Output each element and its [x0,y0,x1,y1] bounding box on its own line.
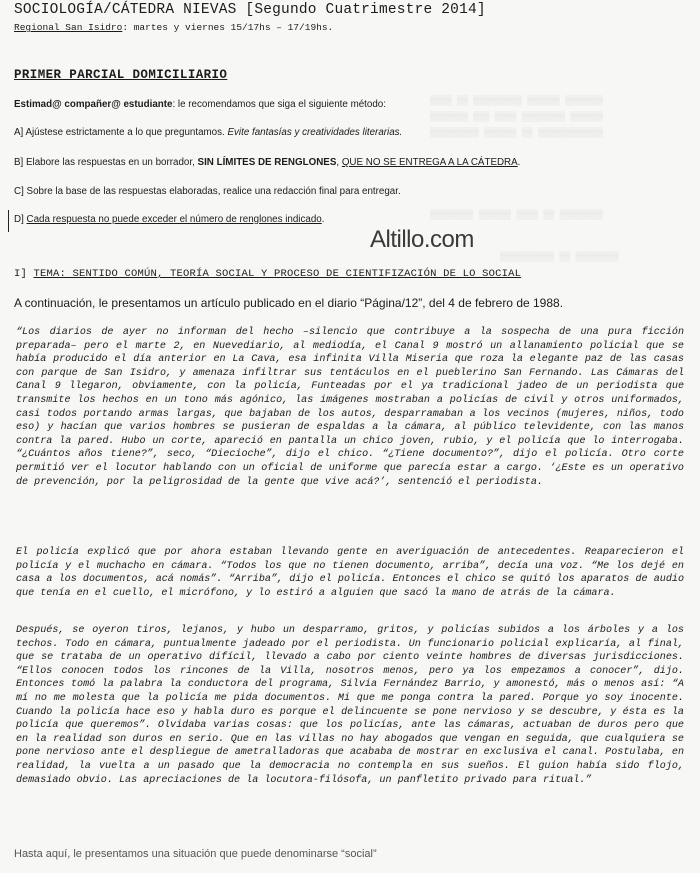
instruction-sep: , [336,157,342,168]
instruction-b [14,157,520,168]
bleed-through-decoration: ▒▒▒▒ ▒▒ ▒▒▒▒▒▒▒▒▒ ▒▒▒▒▒▒ ▒▒▒▒▒▒▒ [430,96,603,106]
instruction-c [14,186,401,197]
intro-text: : le recomendamos que siga el siguiente método: [172,99,386,110]
article-paragraph-3: Después, se oyeron tiros, lejanos, y hubo un desparramo, gritos, y policías subidos a los árboles y a los techos. Todo en cámara, puntualmente jadeado por el periodista. Un funcionario policial explicaría, al final, que se trataba de un operativo difícil, llevado a cabo por ciento veinte hombres de diversas jurisdicciones. “Ellos conocen todos los rincones de la Villa, nosotros menos, pero ya los empezamos a conocer”, dijo. Entonces tomó la palabra la conductora del programa, Silvia Fernández Barrio, y amonestó, más o menos así: “A mí no me molesta que la policía me pida documentos. Mi que me ponga contra la pared. Porque yo soy inocente. Cuando la policía hace eso y habla duro es porque el delincuente se pone nervioso y se descubre, y ésta es la policía que queremos”. Olvidaba varias cosas: que los policías, ante las cámaras, actuaban de duros pero que en la realidad son duros en serio. Que en las villas no hay abogados que vengan en seguida, que cualquiera se pone nervioso ante el despliegue de ametralladoras que acababa de mostrar en exclusiva el canal. Postulaba, en realidad, la vuelta a un pasado que la democracia no contempla en sus sueños. El guion había sido flojo, demasiado obvio. Las apreciaciones de la locutora-filósofa, un panfletito privado para ritual.” [16,625,684,786]
instruction-letter: D] [14,214,27,225]
instruction-underline: Cada respuesta no puede exceder el número de renglones indicado [26,214,322,225]
instruction-a [14,127,402,138]
instruction-d [14,214,324,225]
instruction-underline: QUE NO SE ENTREGA A LA CÁTEDRA [341,157,518,168]
bleed-through-decoration: ▒▒▒▒▒▒▒▒▒ ▒▒▒▒▒▒ ▒▒ ▒▒▒▒▒▒▒▒▒▒▒▒ [430,128,603,138]
section-number: I] [14,268,34,280]
margin-mark [8,210,12,232]
section-title: TEMA: SENTIDO COMÚN, TEORÍA SOCIAL Y PROCESO DE CIENTIFIZACIÓN DE LO SOCIAL [33,268,522,280]
instruction-letter: A] [14,127,26,138]
instruction-end: . [517,157,521,168]
course-title: SOCIOLOGÍA/CÁTEDRA NIEVAS [Segundo Cuatrimestre 2014] [14,2,486,18]
bleed-through-decoration: ▒▒▒▒▒▒▒▒▒▒ ▒▒ ▒▒▒▒▒▒▒▒ [500,252,619,262]
exam-title: PRIMER PARCIAL DOMICILIARIO [14,68,228,82]
article-intro: A continuación, le presentamos un artículo publicado en el diario “Página/12”, del 4 de febrero de 1988. [14,296,564,310]
instruction-emphasis: Evite fantasías y creatividades literarias. [227,127,403,138]
instruction-end: . [321,214,325,225]
intro-line [14,99,386,110]
instruction-text: Ajústese estrictamente a lo que preguntamos. [25,127,228,138]
section-heading [14,268,521,280]
instruction-text: Sobre la base de las respuestas elaboradas, realice una redacción final para entregar. [26,186,401,197]
instruction-letter: C] [14,186,27,197]
regional-label: Regional San Isidro [14,22,123,33]
instruction-text: Elabore las respuestas en un borrador, [25,157,198,168]
bleed-through-decoration: ▒▒▒▒▒▒▒▒ ▒▒▒▒▒▒ ▒▒▒▒ ▒▒ ▒▒▒▒▒▒▒▒ [430,210,603,220]
article-paragraph-1: “Los diarios de ayer no informan del hecho –silencio que contribuye a la sospecha de una pura ficción preparada– pero el marte 2, en Nuevediario, al mediodía, el Canal 9 mostró un allanamiento policial que se había producido el día anterior en La Cava, esa infinita Villa Miseria que roza la elegante paz de las casas con parque de San Isidro, y amenaza infiltrar sus tentáculos en el pueblerino San Fernando. Las Cámaras del Canal 9 llegaron, obviamente, con la policía, Funteadas por el ya tradicional jadeo de un periodista que transmite los hechos en un tono más agónico, las imágenes mostraban a policías de civil y otros uniformados, casi todos portando armas largas, que bajaban de los autos, desparramaban a los vecinos (mujeres, niños, todo eso) y hacían que varios hombres se pusieran de espaldas a la cámara, al público televidente, con las manos contra la pared. Hubo un corte, apareció en pantalla un chico joven, rubio, y el policía que lo interrogaba. “¿Cuántos años tiene?”, seco, “Diecioche”, dijo el chico. “¿Tiene documento?”, dijo el policía. Otro corte permitió ver el locutor hablando con un oficial de uniforme que parecía estar a cargo. ‘¿Este es un operativo de prevención, por la peligrosidad de la gente que vive acá?’, sentenció el periodista. [16,327,684,488]
intro-greeting: Estimad@ compañer@ estudiante [14,99,173,110]
regional-line [14,22,333,33]
bleed-through-decoration: ▒▒▒▒▒▒▒ ▒▒▒ ▒▒▒▒ ▒▒▒▒▒▒▒▒ ▒▒▒▒▒▒ [430,112,603,122]
regional-schedule: : martes y viernes 15/17hs – 17/19hs. [122,22,334,33]
article-paragraph-2: El policía explicó que por ahora estaban llevando gente en averiguación de antecedentes. Reaparecieron el policía y el muchacho en cámara. “Todos los que no tienen documento, arriba”, decía una voz. “Me los dejé en casa a los documentos, acá nomás”. “Arriba”, dijo el policía. Entonces el chico se quitó los aparatos de audio que tenía en el cuello, el micrófono, y lo estiró a alguien que sacó la mano de atrás de la cámara. [16,547,684,599]
instruction-bold: SIN LÍMITES DE RENGLONES [197,157,337,168]
watermark-logo: Altillo.com [370,226,474,253]
instruction-letter: B] [14,157,26,168]
closing-line: Hasta aquí, le presentamos una situación que puede denominarse “social” [14,848,377,860]
